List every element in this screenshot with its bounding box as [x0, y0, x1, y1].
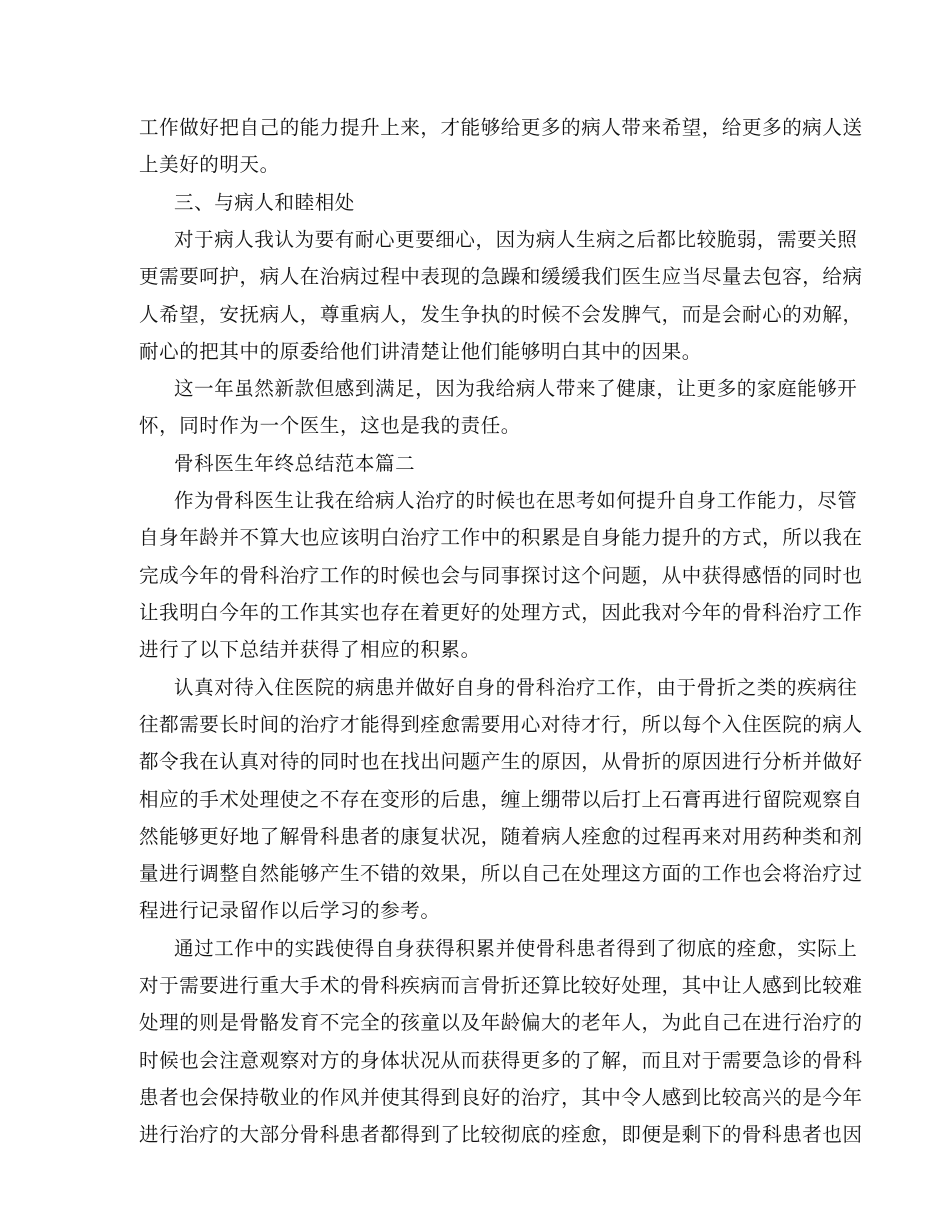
text-line: 往都需要长时间的治疗才能得到痊愈需要用心对待才行，所以每个入住医院的病人	[139, 713, 863, 736]
text-line: 对于病人我认为要有耐心更要细心，因为病人生病之后都比较脆弱，需要关照	[174, 228, 858, 251]
text-line: 进行治疗的大部分骨科患者都得到了比较彻底的痊愈，即便是剩下的骨科患者也因	[139, 1123, 863, 1146]
text-line: 相应的手术处理使之不存在变形的后患，缠上绷带以后打上石膏再进行留院观察自	[139, 788, 863, 811]
text-line: 完成今年的骨科治疗工作的时候也会与同事探讨这个问题，从中获得感悟的同时也	[139, 564, 863, 587]
text-line: 时候也会注意观察对方的身体状况从而获得更多的了解，而且对于需要急诊的骨科	[139, 1049, 863, 1072]
text-line: 认真对待入住医院的病患并做好自身的骨科治疗工作，由于骨折之类的疾病往	[174, 676, 858, 699]
text-line: 通过工作中的实践使得自身获得积累并使骨科患者得到了彻底的痊愈，实际上	[174, 937, 858, 960]
text-line: 都令我在认真对待的同时也在找出问题产生的原因，从骨折的原因进行分析并做好	[139, 750, 863, 773]
text-line: 让我明白今年的工作其实也存在着更好的处理方式，因此我对今年的骨科治疗工作	[139, 601, 863, 624]
text-line: 进行了以下总结并获得了相应的积累。	[139, 638, 481, 661]
text-line: 自身年龄并不算大也应该明白治疗工作中的积累是自身能力提升的方式，所以我在	[139, 526, 863, 549]
text-line: 处理的则是骨骼发育不完全的孩童以及年龄偏大的老年人，为此自己在进行治疗的	[139, 1011, 863, 1034]
text-line: 工作做好把自己的能力提升上来，才能够给更多的病人带来希望，给更多的病人送	[139, 116, 863, 139]
text-line: 人希望，安抚病人，尊重病人，发生争执的时候不会发脾气，而是会耐心的劝解，	[139, 303, 863, 326]
text-line: 耐心的把其中的原委给他们讲清楚让他们能够明白其中的因果。	[139, 340, 702, 363]
section-heading: 三、与病人和睦相处	[174, 191, 355, 214]
text-line: 然能够更好地了解骨科患者的康复状况，随着病人痊愈的过程再来对用药种类和剂	[139, 825, 863, 848]
text-line: 对于需要进行重大手术的骨科疾病而言骨折还算比较好处理，其中让人感到比较难	[139, 974, 863, 997]
text-line: 量进行调整自然能够产生不错的效果，所以自己在处理这方面的工作也会将治疗过	[139, 862, 863, 885]
text-line: 更需要呵护，病人在治病过程中表现的急躁和缓缓我们医生应当尽量去包容，给病	[139, 265, 863, 288]
text-line: 患者也会保持敬业的作风并使其得到良好的治疗，其中令人感到比较高兴的是今年	[139, 1086, 863, 1109]
text-line: 怀，同时作为一个医生，这也是我的责任。	[139, 414, 521, 437]
text-line: 上美好的明天。	[139, 153, 280, 176]
section-heading: 骨科医生年终总结范本篇二	[174, 452, 416, 475]
text-line: 程进行记录留作以后学习的参考。	[139, 899, 441, 922]
text-line: 这一年虽然新款但感到满足，因为我给病人带来了健康，让更多的家庭能够开	[174, 377, 858, 400]
text-line: 作为骨科医生让我在给病人治疗的时候也在思考如何提升自身工作能力，尽管	[174, 489, 858, 512]
